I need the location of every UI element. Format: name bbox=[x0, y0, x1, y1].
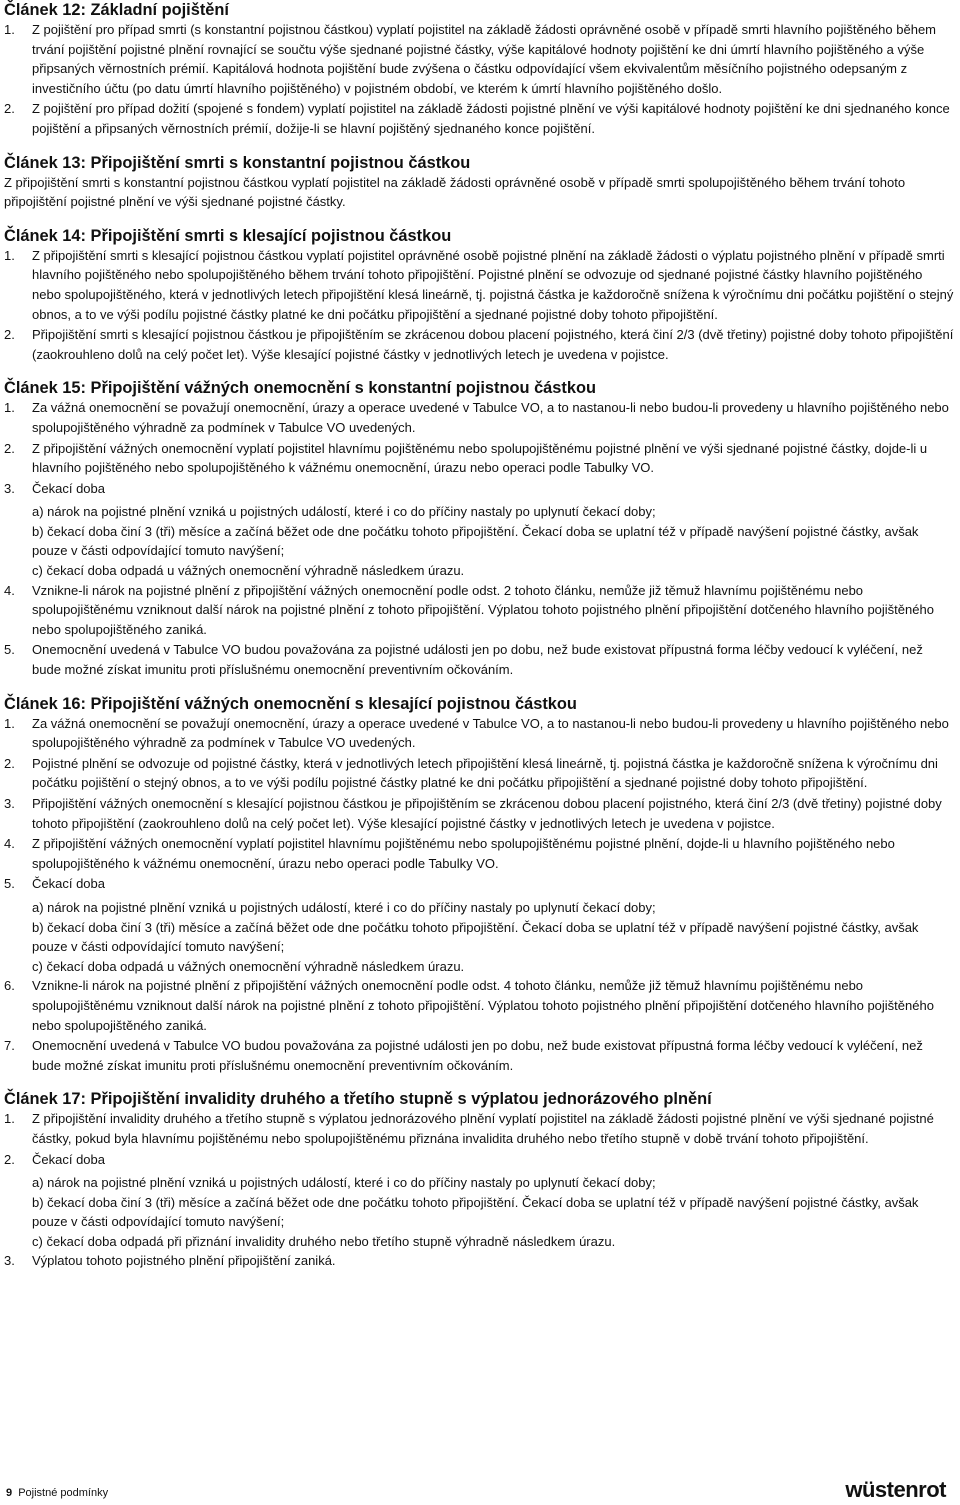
clause-number: 2. bbox=[4, 440, 15, 456]
clause-text: Výplatou tohoto pojistného plnění připojištění zaniká. bbox=[32, 1253, 336, 1269]
clause-text: Pojistné plnění se odvozuje od pojistné částky, která v jednotlivých letech připojištění klesá lineárně, tj. pojistná částka je každoročně snížena k výročnímu dni počátku pojištění o stejný obnos, a to ve výši podílu pojistné částky platné ke dni počátku připojištění a sjednané pojistné doby tohoto připojištění. bbox=[32, 755, 938, 791]
sub-clause: c) čekací doba odpadá u vážných onemocnění výhradně následkem úrazu. bbox=[32, 958, 465, 974]
numbered-clause bbox=[4, 834, 954, 873]
article-section bbox=[4, 0, 954, 139]
numbered-clause bbox=[4, 398, 954, 437]
page-number: 9 bbox=[6, 1487, 13, 1499]
clause-text: Z připojištění invalidity druhého a třetího stupně s výplatou jednorázového plnění vyplatí pojistitel na základě žádosti pojistné plnění ve výši sjednané pojistné částky, pokud byla hlavnímu pojištěnému nebo spolupojištěnému přiznána invalidita druhého nebo třetího stupně v době trvání tohoto připojištění. bbox=[32, 1111, 934, 1146]
sub-clause: c) čekací doba odpadá při přiznání invalidity druhého nebo třetího stupně výhradně následkem úrazu. bbox=[32, 1233, 616, 1249]
article-heading: Článek 13: Připojištění smrti s konstantní pojistnou částkou bbox=[4, 153, 471, 172]
sub-clause: a) nárok na pojistné plnění vzniká u pojistných událostí, které i co do příčiny nastaly po uplynutí čekací doby; bbox=[32, 504, 656, 520]
numbered-clause bbox=[4, 1251, 954, 1271]
article-heading: Článek 12: Základní pojištění bbox=[4, 1, 229, 19]
clause-text: Čekací doba bbox=[32, 1151, 105, 1167]
numbered-clause bbox=[4, 20, 954, 98]
numbered-clause bbox=[4, 1150, 954, 1170]
clause-text: Onemocnění uvedená v Tabulce VO budou považována za pojistné události jen po dobu, než bude existovat přípustná forma léčby vedoucí k vyléčení, než bude možné získat imunitu proti příslušnému onemocnění preventivním očkováním. bbox=[32, 642, 923, 678]
article-paragraph: Z připojištění smrti s konstantní pojistnou částkou vyplatí pojistitel na základě žádosti oprávněné osobě v případě smrti spolupojištěného během trvání tohoto připojištění pojistné plnění ve výši sjednané pojistné částky. bbox=[4, 174, 906, 210]
article-heading: Článek 16: Připojištění vážných onemocnění s klesající pojistnou částkou bbox=[4, 694, 577, 713]
numbered-clause bbox=[4, 754, 954, 793]
page-footer bbox=[6, 1486, 108, 1500]
wustenrot-logo: wüstenrot bbox=[845, 1477, 946, 1502]
article-heading: Článek 15: Připojištění vážných onemocnění s konstantní pojistnou částkou bbox=[4, 379, 597, 398]
clause-number: 1. bbox=[4, 247, 15, 263]
clause-number: 4. bbox=[4, 582, 15, 598]
article-heading: Článek 14: Připojištění smrti s klesající pojistnou částkou bbox=[4, 226, 452, 245]
clause-text: Z připojištění smrti s klesající pojistnou částkou vyplatí pojistitel oprávněné osobě pojistné plnění na základě žádosti o výplatu pojistného plnění v případě smrti hlavního pojištěného nebo spolupojištěného během trvání tohoto připojištění. Pojistné plnění se odvozuje od sjednané pojistné částky hlavního pojištěného nebo spolupojištěného, která v jednotlivých letech připojištění klesá lineárně, tj. pojistná částka je každoročně snížena k výročnímu dni počátku pojištění o stejný obnos, a to ve výši podílu pojistné částky platné ke dni počátku připojištění a sjednané pojistné doby tohoto připojištění. bbox=[32, 247, 954, 322]
numbered-clause bbox=[4, 976, 954, 1035]
clause-number: 4. bbox=[4, 836, 15, 852]
clause-number: 5. bbox=[4, 642, 15, 658]
numbered-clause bbox=[4, 714, 954, 753]
numbered-clause bbox=[4, 1109, 954, 1148]
clause-text: Onemocnění uvedená v Tabulce VO budou považována za pojistné události jen po dobu, než bude existovat přípustná forma léčby vedoucí k vyléčení, než bude možné získat imunitu proti příslušnému onemocnění preventivním očkováním. bbox=[32, 1038, 923, 1073]
clause-number: 3. bbox=[4, 1253, 15, 1269]
footer-label: Pojistné podmínky bbox=[18, 1487, 109, 1499]
sub-clause: b) čekací doba činí 3 (tři) měsíce a začíná běžet ode dne počátku tohoto připojištění. Čekací doba se uplatní též v případě navýšení pojistné částky, avšak pouze v části odpovídající tomuto navýšení; bbox=[32, 919, 919, 955]
article-section bbox=[4, 153, 954, 212]
clause-text: Čekací doba bbox=[32, 480, 105, 496]
clause-text: Čekací doba bbox=[32, 876, 105, 892]
clause-text: Vznikne-li nárok na pojistné plnění z připojištění vážných onemocnění podle odst. 4 tohoto článku, nemůže již těmuž hlavnímu pojištěnému nebo spolupojištěnému vzniknout další nárok na pojistné plnění z tohoto připojištění. Výplatou tohoto pojistného plnění připojištění dotčeného hlavního pojištěného nebo spolupojištěného zaniká. bbox=[32, 978, 934, 1033]
clause-number: 1. bbox=[4, 1111, 15, 1127]
clause-text: Z připojištění vážných onemocnění vyplatí pojistitel hlavnímu pojištěnému nebo spolupojištěnému pojistné plnění ve výši sjednané pojistné částky, dojde-li u hlavního pojištěného nebo spolupojištěného k vážnému onemocnění, úrazu nebo operaci podle Tabulky VO. bbox=[32, 440, 928, 476]
article-section bbox=[4, 226, 954, 365]
sub-clause: a) nárok na pojistné plnění vzniká u pojistných událostí, které i co do příčiny nastaly po uplynutí čekací doby; bbox=[32, 1175, 656, 1191]
document-page bbox=[4, 0, 954, 1285]
clause-number: 2. bbox=[4, 1151, 15, 1167]
article-section bbox=[4, 694, 954, 1076]
clause-text: Za vážná onemocnění se považují onemocnění, úrazy a operace uvedené v Tabulce VO, a to nastanou-li nebo budou-li provedeny u hlavního pojištěného nebo spolupojištěného výhradně za podmínek v Tabulce VO uvedených. bbox=[32, 715, 949, 751]
sub-clause: a) nárok na pojistné plnění vzniká u pojistných událostí, které i co do příčiny nastaly po uplynutí čekací doby; bbox=[32, 899, 656, 915]
numbered-clause bbox=[4, 325, 954, 364]
numbered-clause bbox=[4, 874, 954, 894]
clause-number: 2. bbox=[4, 327, 15, 343]
numbered-clause bbox=[4, 439, 954, 478]
clause-number: 1. bbox=[4, 400, 15, 416]
clause-number: 3. bbox=[4, 796, 15, 811]
numbered-clause bbox=[4, 99, 954, 138]
clause-text: Za vážná onemocnění se považují onemocnění, úrazy a operace uvedené v Tabulce VO, a to nastanou-li nebo budou-li provedeny u hlavního pojištěného nebo spolupojištěného výhradně za podmínek v Tabulce VO uvedených. bbox=[32, 400, 949, 435]
article-section bbox=[4, 378, 954, 679]
numbered-clause bbox=[4, 640, 954, 679]
clause-number: 3. bbox=[4, 480, 15, 496]
article-section bbox=[4, 1089, 954, 1271]
sub-clause: c) čekací doba odpadá u vážných onemocnění výhradně následkem úrazu. bbox=[32, 563, 465, 579]
clause-text: Z připojištění vážných onemocnění vyplatí pojistitel hlavnímu pojištěnému nebo spolupojištěnému pojistné plnění, dojde-li u hlavního pojištěného nebo spolupojištěného k vážnému onemocnění, úrazu nebo operaci podle Tabulky VO. bbox=[32, 836, 895, 871]
numbered-clause bbox=[4, 1036, 954, 1075]
clause-text: Připojištění vážných onemocnění s klesající pojistnou částkou je připojištěním se zkrácenou dobou placení pojistného, která činí 2/3 (dvě třetiny) pojistné doby tohoto připojištění (zaokrouhleno dolů na celý počet let). Výše klesající pojistné částky v jednotlivých letech je uvedena v pojistce. bbox=[32, 796, 942, 831]
clause-number: 7. bbox=[4, 1038, 15, 1054]
clause-text: Vznikne-li nárok na pojistné plnění z připojištění vážných onemocnění podle odst. 2 tohoto článku, nemůže již těmuž hlavnímu pojištěnému nebo spolupojištěnému vzniknout další nárok na pojistné plnění z tohoto připojištění. Výplatou tohoto pojistného plnění připojištění dotčeného hlavního pojištěného nebo spolupojištěného zaniká. bbox=[32, 582, 934, 637]
sub-clause: b) čekací doba činí 3 (tři) měsíce a začíná běžet ode dne počátku tohoto připojištění. Čekací doba se uplatní též v případě navýšení pojistné částky, avšak pouze v části odpovídající tomuto navýšení; bbox=[32, 1194, 919, 1230]
clause-number: 1. bbox=[4, 715, 15, 731]
clause-number: 6. bbox=[4, 978, 15, 994]
numbered-clause bbox=[4, 581, 954, 640]
clause-text: Z pojištění pro případ dožití (spojené s fondem) vyplatí pojistitel na základě žádosti pojistné plnění ve výši kapitálové hodnoty pojištění ke dni sjednaného konce pojištění a připsaných věrnostních prémií, dožije-li se hlavní pojištěný sjednaného konce pojištění. bbox=[32, 101, 950, 136]
clause-text: Připojištění smrti s klesající pojistnou částkou je připojištěním se zkrácenou dobou placení pojistného, která činí 2/3 (dvě třetiny) pojistné doby tohoto připojištění (zaokrouhleno dolů na celý počet let). Výše klesající pojistné částky v jednotlivých letech je uvedena v pojistce. bbox=[32, 327, 954, 362]
article-heading: Článek 17: Připojištění invalidity druhého a třetího stupně s výplatou jednorázového plnění bbox=[4, 1090, 712, 1109]
sub-clause: b) čekací doba činí 3 (tři) měsíce a začíná běžet ode dne počátku tohoto připojištění. Čekací doba se uplatní též v případě navýšení pojistné částky, avšak pouze v části odpovídající tomuto navýšení; bbox=[32, 523, 919, 559]
numbered-clause bbox=[4, 794, 954, 833]
numbered-clause bbox=[4, 479, 954, 499]
clause-number: 1. bbox=[4, 22, 15, 37]
clause-number: 2. bbox=[4, 755, 15, 771]
clause-number: 2. bbox=[4, 101, 15, 117]
clause-number: 5. bbox=[4, 876, 15, 892]
numbered-clause bbox=[4, 246, 954, 324]
clause-text: Z pojištění pro případ smrti (s konstantní pojistnou částkou) vyplatí pojistitel na základě žádosti oprávněné osobě v případě smrti hlavního pojištěného během trvání pojištění pojistné plnění rovnající se součtu výše sjednané pojistné částky, výše kapitálové hodnoty pojištění ke dni úmrtí hlavního pojištěného a výše připsaných věrnostních prémií. Kapitálová hodnota pojištění bude zvýšena o částku odpovídající všem ekvivalentům měsíčního pojistného odepsaným z investičního účtu (po datu úmrtí hlavního pojištěného) v pojistném období, ve kterém k úmrtí hlavního pojištěného došlo. bbox=[32, 22, 937, 96]
